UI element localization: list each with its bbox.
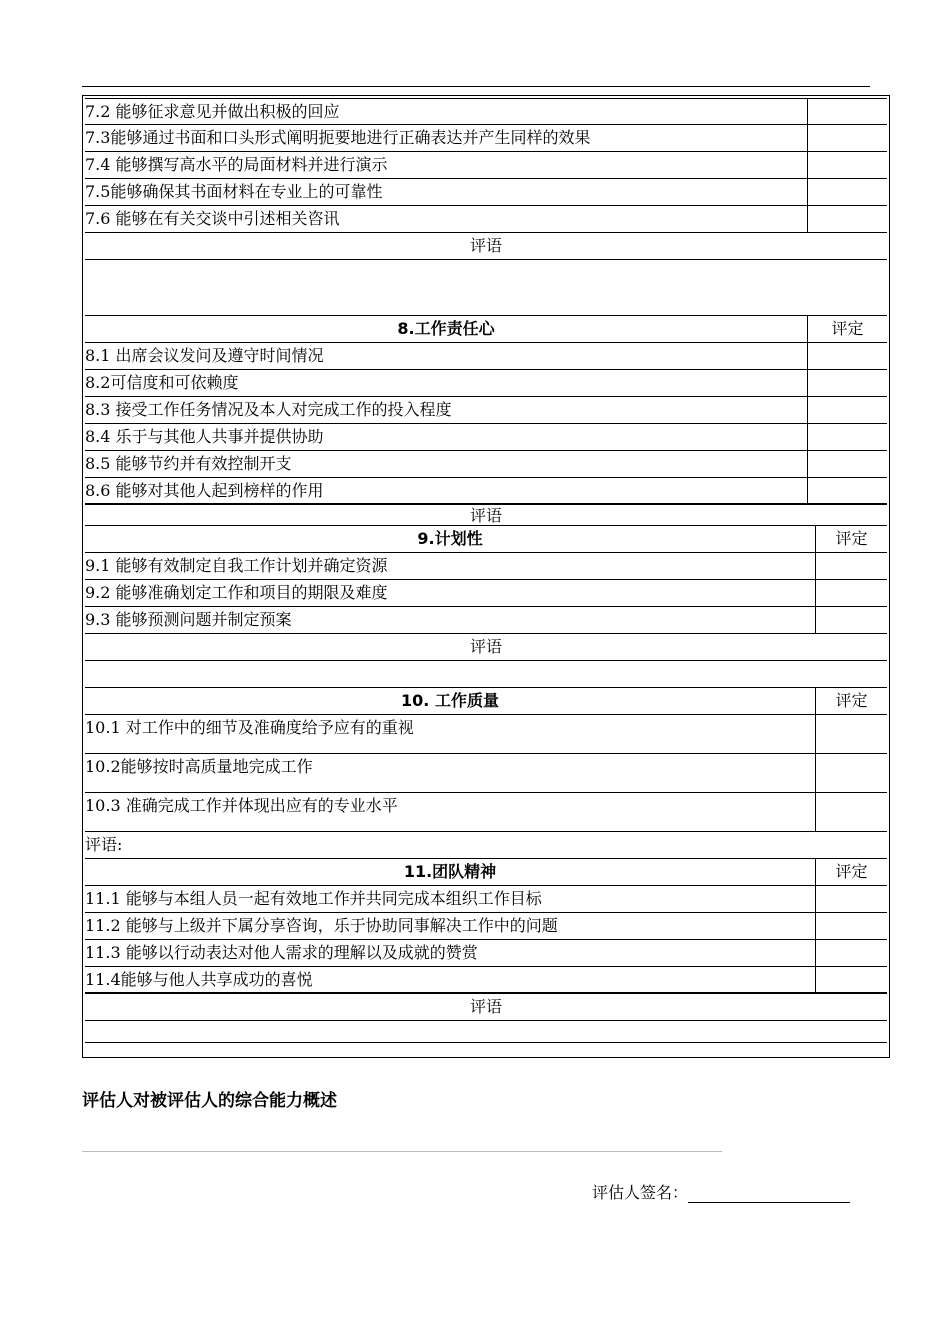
signature-field[interactable]	[688, 1184, 850, 1203]
score-cell[interactable]	[807, 179, 887, 205]
score-cell[interactable]	[807, 152, 887, 178]
score-cell[interactable]	[815, 580, 887, 606]
table-row	[85, 98, 887, 125]
section-header-row	[85, 526, 887, 553]
item-9-1: 9.1 能够有效制定自我工作计划并确定资源	[85, 556, 388, 575]
comment-row[interactable]	[85, 832, 887, 859]
section-header-row	[85, 316, 887, 343]
item-8-6: 8.6 能够对其他人起到榜样的作用	[85, 481, 324, 500]
score-header: 评定	[815, 688, 887, 714]
table-row	[85, 370, 887, 397]
score-cell[interactable]	[807, 125, 887, 151]
score-cell[interactable]	[807, 99, 887, 124]
item-7-6: 7.6 能够在有关交谈中引述相关咨讯	[85, 209, 340, 228]
score-cell[interactable]	[815, 715, 887, 753]
comment-label: 评语	[469, 506, 502, 525]
item-10-2: 10.2能够按时高质量地完成工作	[85, 757, 313, 776]
table-row	[85, 125, 887, 152]
table-row	[85, 397, 887, 424]
score-header: 评定	[815, 859, 887, 885]
top-rule	[82, 86, 870, 87]
item-7-4: 7.4 能够撰写高水平的局面材料并进行演示	[85, 155, 388, 174]
item-11-2: 11.2 能够与上级并下属分享咨询，乐于协助同事解决工作中的问题	[85, 916, 558, 935]
comment-header-row	[85, 233, 887, 260]
score-cell[interactable]	[815, 793, 887, 831]
score-cell[interactable]	[815, 967, 887, 992]
signature-block	[592, 1180, 850, 1203]
comment-label: 评语:	[85, 835, 123, 854]
signature-label: 评估人签名：	[592, 1183, 689, 1202]
comment-area[interactable]	[85, 661, 887, 688]
section-title: 10. 工作质量	[401, 691, 499, 710]
comment-area[interactable]	[85, 1021, 887, 1043]
evaluation-table	[85, 98, 887, 1043]
score-cell[interactable]	[815, 940, 887, 966]
table-row	[85, 580, 887, 607]
table-row	[85, 424, 887, 451]
item-8-4: 8.4 乐于与其他人共事并提供协助	[85, 427, 324, 446]
item-9-3: 9.3 能够预测问题并制定预案	[85, 610, 292, 629]
score-cell[interactable]	[807, 343, 887, 369]
score-cell[interactable]	[807, 370, 887, 396]
item-11-1: 11.1 能够与本组人员一起有效地工作并共同完成本组织工作目标	[85, 889, 542, 908]
item-7-2: 7.2 能够征求意见并做出积极的回应	[85, 102, 340, 121]
comment-header-row	[85, 505, 887, 526]
score-cell[interactable]	[807, 206, 887, 232]
score-cell[interactable]	[807, 424, 887, 450]
item-9-2: 9.2 能够准确划定工作和项目的期限及难度	[85, 583, 388, 602]
score-cell[interactable]	[815, 913, 887, 939]
item-8-2: 8.2可信度和可依赖度	[85, 373, 239, 392]
comment-label: 评语	[469, 997, 502, 1016]
score-cell[interactable]	[807, 451, 887, 477]
summary-line[interactable]	[82, 1151, 722, 1152]
score-cell[interactable]	[815, 754, 887, 792]
table-row	[85, 478, 887, 505]
table-row	[85, 451, 887, 478]
score-cell[interactable]	[815, 607, 887, 633]
table-row	[85, 553, 887, 580]
comment-area[interactable]	[85, 260, 887, 316]
table-row	[85, 152, 887, 179]
table-row	[85, 179, 887, 206]
item-8-5: 8.5 能够节约并有效控制开支	[85, 454, 292, 473]
score-cell[interactable]	[807, 478, 887, 503]
section-title: 8.工作责任心	[397, 319, 495, 338]
section-header-row	[85, 859, 887, 886]
table-row	[85, 793, 887, 832]
section-title: 9.计划性	[417, 529, 483, 548]
score-cell[interactable]	[807, 397, 887, 423]
item-11-4: 11.4能够与他人共享成功的喜悦	[85, 970, 313, 989]
item-7-5: 7.5能够确保其书面材料在专业上的可靠性	[85, 182, 383, 201]
table-row	[85, 206, 887, 233]
score-cell[interactable]	[815, 553, 887, 579]
table-row	[85, 343, 887, 370]
item-8-1: 8.1 出席会议发问及遵守时间情况	[85, 346, 324, 365]
summary-title: 评估人对被评估人的综合能力概述	[82, 1091, 337, 1111]
score-cell[interactable]	[815, 886, 887, 912]
table-row	[85, 715, 887, 754]
score-header: 评定	[815, 526, 887, 552]
comment-header-row	[85, 634, 887, 661]
table-row	[85, 607, 887, 634]
table-row	[85, 967, 887, 994]
item-10-3: 10.3 准确完成工作并体现出应有的专业水平	[85, 796, 398, 815]
item-11-3: 11.3 能够以行动表达对他人需求的理解以及成就的赞赏	[85, 943, 478, 962]
item-10-1: 10.1 对工作中的细节及准确度给予应有的重视	[85, 718, 414, 737]
table-row	[85, 913, 887, 940]
item-8-3: 8.3 接受工作任务情况及本人对完成工作的投入程度	[85, 400, 452, 419]
comment-label: 评语	[469, 236, 502, 255]
section-title: 11.团队精神	[403, 862, 497, 881]
comment-header-row	[85, 994, 887, 1021]
item-7-3: 7.3能够通过书面和口头形式阐明扼要地进行正确表达并产生同样的效果	[85, 128, 591, 147]
table-row	[85, 940, 887, 967]
comment-label: 评语	[469, 637, 502, 656]
table-row	[85, 754, 887, 793]
section-header-row	[85, 688, 887, 715]
table-row	[85, 886, 887, 913]
score-header: 评定	[807, 316, 887, 342]
